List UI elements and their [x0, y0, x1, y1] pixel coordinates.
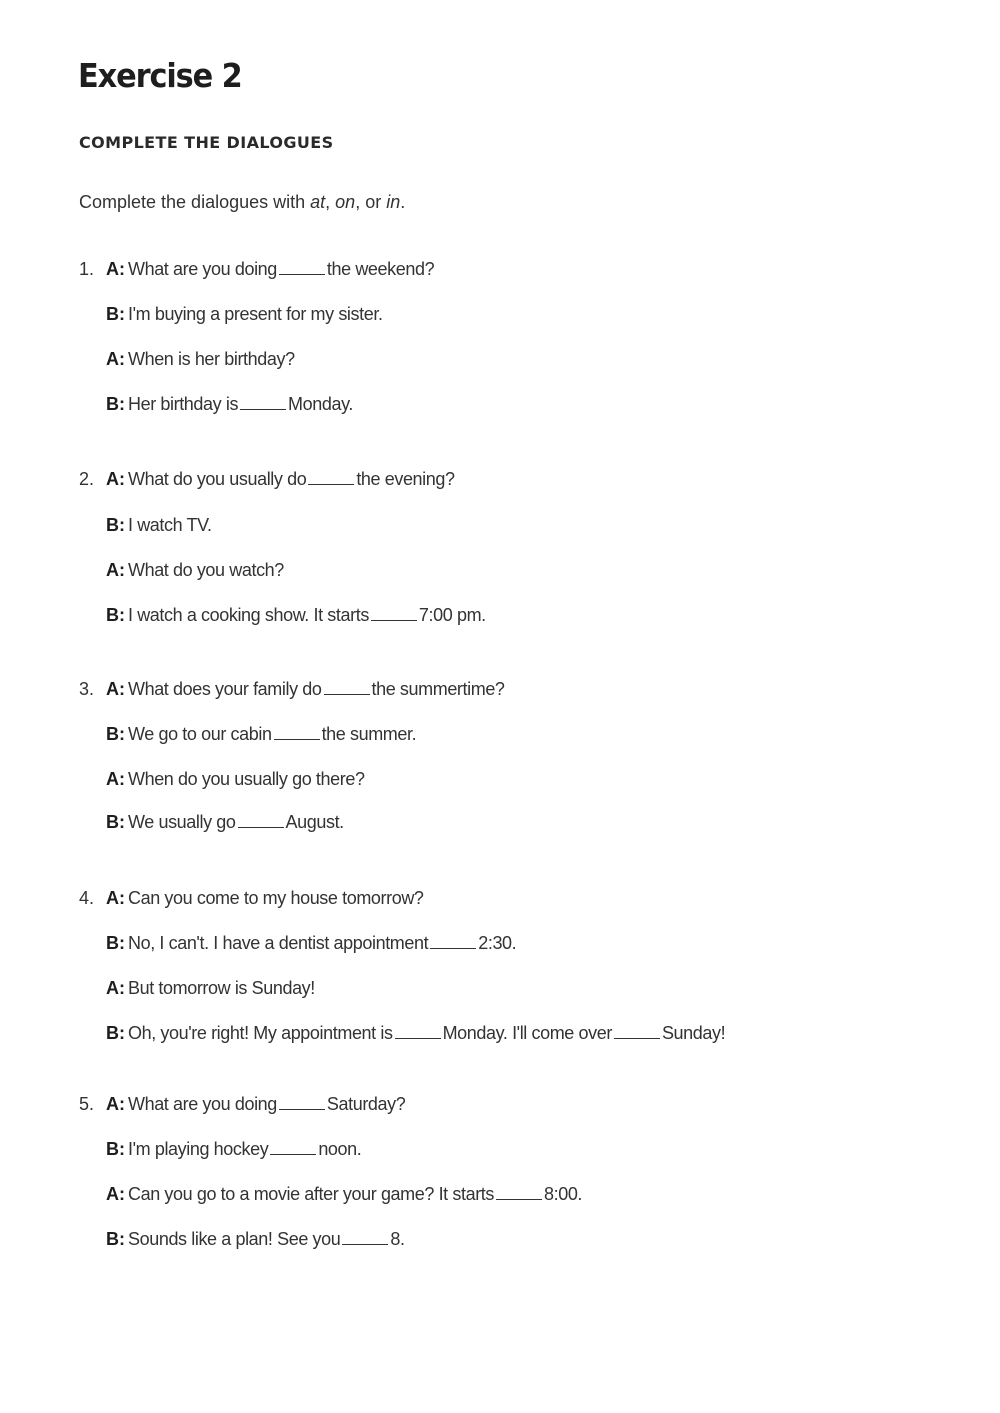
text-segment: Monday. I'll come over: [442, 1023, 612, 1043]
text-segment: Can you go to a movie after your game? It starts: [128, 1184, 494, 1204]
dialogue-text: [128, 512, 212, 538]
dialogue-text: [128, 809, 344, 835]
text-segment: the evening?: [356, 469, 455, 489]
dialogue-text: [128, 346, 295, 372]
speaker-label: A:: [106, 259, 125, 279]
text-segment: I'm buying a present for my sister.: [128, 304, 383, 324]
answer-blank[interactable]: [324, 678, 370, 695]
dialogue-text: [128, 1136, 361, 1162]
answer-blank[interactable]: [614, 1022, 660, 1039]
dialogue-text: [128, 301, 383, 327]
instruction-sep: , or: [355, 192, 387, 212]
text-segment: Her birthday is: [128, 394, 239, 414]
answer-blank[interactable]: [395, 1022, 441, 1039]
instruction-word-on: on: [335, 192, 356, 212]
speaker-label: A:: [106, 978, 125, 998]
speaker-label: A:: [106, 560, 125, 580]
text-segment: We go to our cabin: [128, 724, 272, 744]
dialogue-text: [128, 256, 434, 282]
speaker-label: B:: [106, 724, 125, 744]
speaker-label: A:: [106, 1184, 125, 1204]
speaker-label: B:: [106, 1229, 125, 1249]
text-segment: We usually go: [128, 812, 236, 832]
text-segment: I'm playing hockey: [128, 1139, 269, 1159]
dialogue-text: [128, 676, 505, 702]
speaker-label: B:: [106, 394, 125, 414]
text-segment: I watch a cooking show. It starts: [128, 605, 369, 625]
speaker-label: A:: [106, 888, 125, 908]
text-segment: Can you come to my house tomorrow?: [128, 888, 424, 908]
dialogue-number: 2.: [79, 469, 95, 489]
dialogue-text: [128, 1091, 405, 1117]
answer-blank[interactable]: [238, 811, 284, 828]
dialogue-text: [128, 391, 353, 417]
speaker-label: B:: [106, 304, 125, 324]
answer-blank[interactable]: [430, 932, 476, 949]
instruction-sep: ,: [325, 192, 336, 212]
answer-blank[interactable]: [240, 393, 286, 410]
text-segment: 8.: [390, 1229, 405, 1249]
text-segment: No, I can't. I have a dentist appointment: [128, 933, 429, 953]
speaker-label: A:: [106, 679, 125, 699]
text-segment: 2:30.: [478, 933, 517, 953]
dialogue-text: [128, 466, 455, 492]
page-title: Exercise 2: [78, 56, 242, 95]
answer-blank[interactable]: [270, 1138, 316, 1155]
answer-blank[interactable]: [342, 1228, 388, 1245]
dialogue-text: [128, 885, 424, 911]
answer-blank[interactable]: [279, 1093, 325, 1110]
text-segment: Sounds like a plan! See you: [128, 1229, 341, 1249]
instruction-suffix: .: [400, 192, 406, 212]
answer-blank[interactable]: [496, 1183, 542, 1200]
speaker-label: A:: [106, 349, 125, 369]
speaker-label: B:: [106, 933, 125, 953]
text-segment: I watch TV.: [128, 515, 212, 535]
speaker-label: A:: [106, 1094, 125, 1114]
dialogue-number: 3.: [79, 679, 95, 699]
speaker-label: B:: [106, 605, 125, 625]
text-segment: Sunday!: [661, 1023, 726, 1043]
dialogue-number: 4.: [79, 888, 95, 908]
answer-blank[interactable]: [279, 258, 325, 275]
text-segment: the summer.: [321, 724, 417, 744]
text-segment: What are you doing: [128, 259, 277, 279]
answer-blank[interactable]: [308, 468, 354, 485]
text-segment: When is her birthday?: [128, 349, 295, 369]
text-segment: noon.: [318, 1139, 362, 1159]
speaker-label: B:: [106, 812, 125, 832]
dialogue-text: [128, 930, 516, 956]
text-segment: the summertime?: [371, 679, 505, 699]
text-segment: But tomorrow is Sunday!: [128, 978, 315, 998]
section-heading: COMPLETE THE DIALOGUES: [79, 133, 334, 152]
dialogue-text: [128, 602, 486, 628]
dialogue-text: [128, 1226, 405, 1252]
speaker-label: A:: [106, 769, 125, 789]
instruction-text: [79, 192, 405, 213]
instruction-word-in: in: [386, 192, 401, 212]
answer-blank[interactable]: [371, 604, 417, 621]
speaker-label: A:: [106, 469, 125, 489]
instruction-prefix: Complete the dialogues with: [79, 192, 311, 212]
text-segment: the weekend?: [326, 259, 435, 279]
text-segment: What do you watch?: [128, 560, 284, 580]
speaker-label: B:: [106, 515, 125, 535]
dialogue-text: [128, 766, 365, 792]
text-segment: August.: [285, 812, 344, 832]
dialogue-text: [128, 557, 284, 583]
speaker-label: B:: [106, 1023, 125, 1043]
speaker-label: B:: [106, 1139, 125, 1159]
text-segment: What does your family do: [128, 679, 322, 699]
text-segment: What do you usually do: [128, 469, 307, 489]
instruction-word-at: at: [310, 192, 326, 212]
text-segment: Oh, you're right! My appointment is: [128, 1023, 393, 1043]
text-segment: Monday.: [288, 394, 353, 414]
text-segment: 7:00 pm.: [418, 605, 486, 625]
dialogue-text: [128, 1020, 725, 1046]
answer-blank[interactable]: [274, 723, 320, 740]
text-segment: When do you usually go there?: [128, 769, 365, 789]
dialogue-text: [128, 721, 416, 747]
text-segment: What are you doing: [128, 1094, 277, 1114]
dialogue-text: [128, 975, 315, 1001]
dialogue-text: [128, 1181, 582, 1207]
dialogue-number: 5.: [79, 1094, 95, 1114]
text-segment: 8:00.: [544, 1184, 583, 1204]
text-segment: Saturday?: [326, 1094, 406, 1114]
dialogue-number: 1.: [79, 259, 95, 279]
